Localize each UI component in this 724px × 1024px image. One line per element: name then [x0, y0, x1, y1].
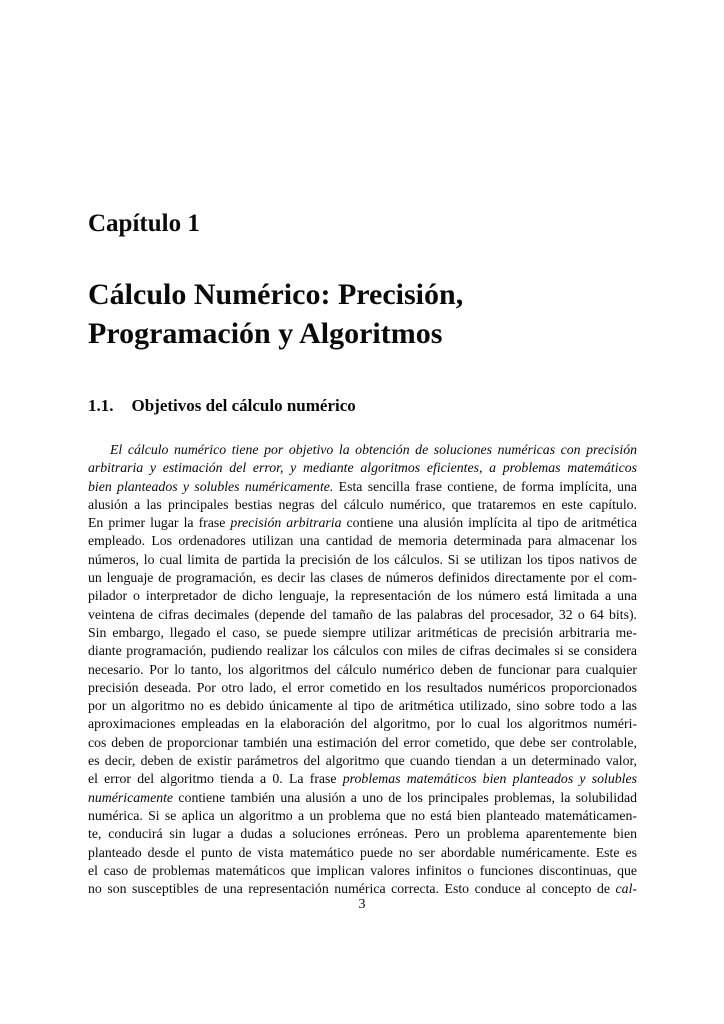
page-number: 3 — [358, 897, 366, 912]
text-line — [88, 478, 637, 496]
section-number: 1.1. — [88, 396, 114, 415]
chapter-number-heading: Capítulo 1 — [88, 210, 200, 237]
text-segment: necesario. Por lo tanto, los algoritmos del cálculo numérico deben de funcionar para cualquier — [88, 661, 637, 677]
text-segment: alusión a las principales bestias negras del cálculo numérico, que trataremos en este capítulo. — [88, 496, 637, 512]
text-segment: cos deben de proporcionar también una estimación del error cometido, que debe ser controlable, — [88, 734, 637, 750]
text-segment: numérica. Si se aplica un algoritmo a un problema que no está bien planteado matemáticamen- — [88, 807, 637, 823]
text-segment: el error del algoritmo tienda a 0. La frase — [88, 771, 343, 787]
text-segment: Sin embargo, llegado el caso, se puede siempre utilizar aritméticas de precisión arbitraria me- — [88, 624, 637, 640]
text-segment: contiene también una alusión a uno de los principales problemas, la solubilidad — [173, 789, 637, 805]
text-segment: números, lo cual limita de partida la precisión de los cálculos. Si se utilizan los tipos nativos de — [88, 551, 637, 567]
text-line — [88, 807, 637, 825]
section-heading — [88, 396, 637, 416]
text-segment: es decir, deben de existir parámetros del algoritmo que cuando tiendan a un determinado valor, — [88, 753, 637, 769]
text-line — [88, 661, 637, 679]
text-line — [88, 734, 637, 752]
text-segment: Esta sencilla frase contiene, de forma implícita, una — [333, 478, 638, 494]
text-line — [88, 679, 637, 697]
italic-text-segment: precisión arbitraria — [230, 515, 342, 531]
italic-text-segment: arbitraria y estimación del error, y mediante algoritmos eficientes, a problemas matemáticos — [88, 460, 637, 476]
text-line — [88, 624, 637, 642]
text-segment: por un algoritmo no es debido únicamente al tipo de aritmética utilizado, sino sobre todo a las — [88, 698, 637, 714]
text-line — [88, 514, 637, 532]
italic-text-segment: bien planteados y solubles numéricamente. — [88, 478, 334, 494]
text-segment: empleado. Los ordenadores utilizan una cantidad de memoria determinada para almacenar los — [88, 533, 637, 549]
italic-text-segment: problemas matemáticos bien planteados y solubles — [342, 771, 637, 787]
text-line — [88, 697, 637, 715]
text-segment: el caso de problemas matemáticos que implican valores infinitos o funciones discontinuas, que — [88, 862, 637, 878]
italic-text-segment: cal- — [615, 881, 637, 897]
text-line — [88, 862, 637, 880]
text-line — [88, 752, 637, 770]
text-line — [88, 551, 637, 569]
text-line — [88, 587, 637, 605]
text-segment: veintena de cifras decimales (depende del tamaño de las palabras del procesador, 32 o 64 bits). — [88, 606, 637, 622]
text-line — [88, 532, 637, 550]
text-line — [88, 459, 637, 477]
text-line — [88, 496, 637, 514]
text-segment: planteado desde el punto de vista matemático puede no ser abordable numéricamente. Este es — [88, 844, 637, 860]
text-segment: aproximaciones empleadas en la elaboración del algoritmo, por lo cual los algoritmos numéri- — [88, 716, 637, 732]
text-line — [88, 880, 637, 898]
text-segment: te, conducirá sin lugar a dudas a soluciones erróneas. Pero un problema aparentemente bien — [88, 826, 637, 842]
text-line — [88, 606, 637, 624]
text-line — [88, 770, 637, 788]
text-segment: precisión deseada. Por otro lado, el error cometido en los resultados numéricos proporcionados — [88, 679, 637, 695]
text-line — [88, 789, 637, 807]
italic-text-segment: numéricamente — [88, 789, 174, 805]
text-segment: un lenguaje de programación, es decir las clases de números definidos directamente por el com- — [88, 570, 637, 586]
text-segment: no son susceptibles de una representación numérica correcta. Esto conduce al concepto de — [88, 881, 616, 897]
section-title: Objetivos del cálculo numérico — [131, 396, 356, 415]
text-segment: contiene una alusión implícita al tipo de aritmética — [341, 515, 637, 531]
chapter-title: Cálculo Numérico: Precisión, Programación y Algoritmos — [88, 278, 464, 350]
italic-text-segment: El cálculo numérico tiene por objetivo la obtención de soluciones numéricas con precisión — [110, 442, 637, 457]
text-line — [88, 844, 637, 862]
text-segment: diante programación, pudiendo realizar los cálculos con miles de cifras decimales si se considera — [88, 643, 637, 659]
text-line — [88, 569, 637, 587]
text-line — [88, 441, 637, 459]
body-paragraph — [88, 441, 637, 898]
text-line — [88, 825, 637, 843]
text-segment: En primer lugar la frase — [88, 515, 231, 531]
text-line — [88, 715, 637, 733]
text-line — [88, 642, 637, 660]
text-segment: pilador o interpretador de dicho lenguaje, la representación de los número está limitada a una — [88, 588, 637, 604]
